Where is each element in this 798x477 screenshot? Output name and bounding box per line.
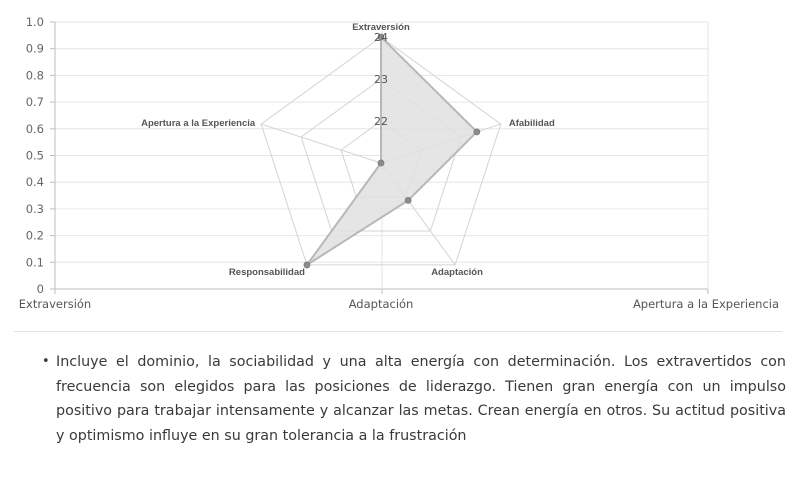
radar-axis-label: Adaptación — [431, 266, 483, 278]
section-divider — [14, 331, 782, 332]
y-tick-label: 0.5 — [25, 148, 44, 163]
radar-spoke — [261, 124, 381, 163]
description-list — [40, 350, 786, 448]
radar-axis-label: Extraversión — [352, 22, 410, 33]
description-bullet: • Incluye el dominio, la sociabilidad y una alta energía con determinación. Los extravertidos con frecuencia son elegidos para las posiciones de liderazgo. Tienen gran energía con un impulso positivo para trabajar intensamente y alcanzar las metas. Crean energía en otros. Su actitud positiva y optimismo influye en su gran tolerancia a la frustración — [40, 350, 786, 448]
y-tick-label: 0.8 — [25, 68, 44, 83]
y-tick-label: 0.7 — [25, 95, 44, 110]
radar-chart — [261, 34, 501, 268]
y-tick-label: 0.6 — [25, 121, 44, 136]
radar-point — [405, 197, 411, 203]
y-tick-label: 1.0 — [25, 15, 44, 29]
y-tick-label: 0 — [36, 282, 44, 296]
y-tick-label: 0.1 — [25, 255, 44, 270]
cartesian-grid — [50, 22, 708, 294]
radar-scale-label: 24 — [374, 31, 388, 44]
radar-point — [378, 160, 384, 166]
y-tick-label: 0.4 — [25, 175, 44, 190]
radar-scale-label: 23 — [374, 73, 388, 86]
x-tick-label: Apertura a la Experiencia — [632, 297, 780, 311]
radar-scale-label: 22 — [374, 115, 388, 128]
radar-axis-label: Apertura a la Experiencia — [141, 118, 256, 130]
y-tick-label: 0.2 — [25, 228, 44, 243]
y-tick-label: 0.3 — [25, 201, 44, 216]
x-tick-label: Adaptación — [348, 297, 414, 311]
radar-point — [474, 129, 480, 135]
radar-axis-label: Afabilidad — [508, 118, 555, 130]
x-tick-label: Extraversión — [18, 297, 92, 311]
y-tick-label: 0.9 — [25, 41, 44, 56]
radar-axis-label: Responsabilidad — [228, 266, 305, 278]
